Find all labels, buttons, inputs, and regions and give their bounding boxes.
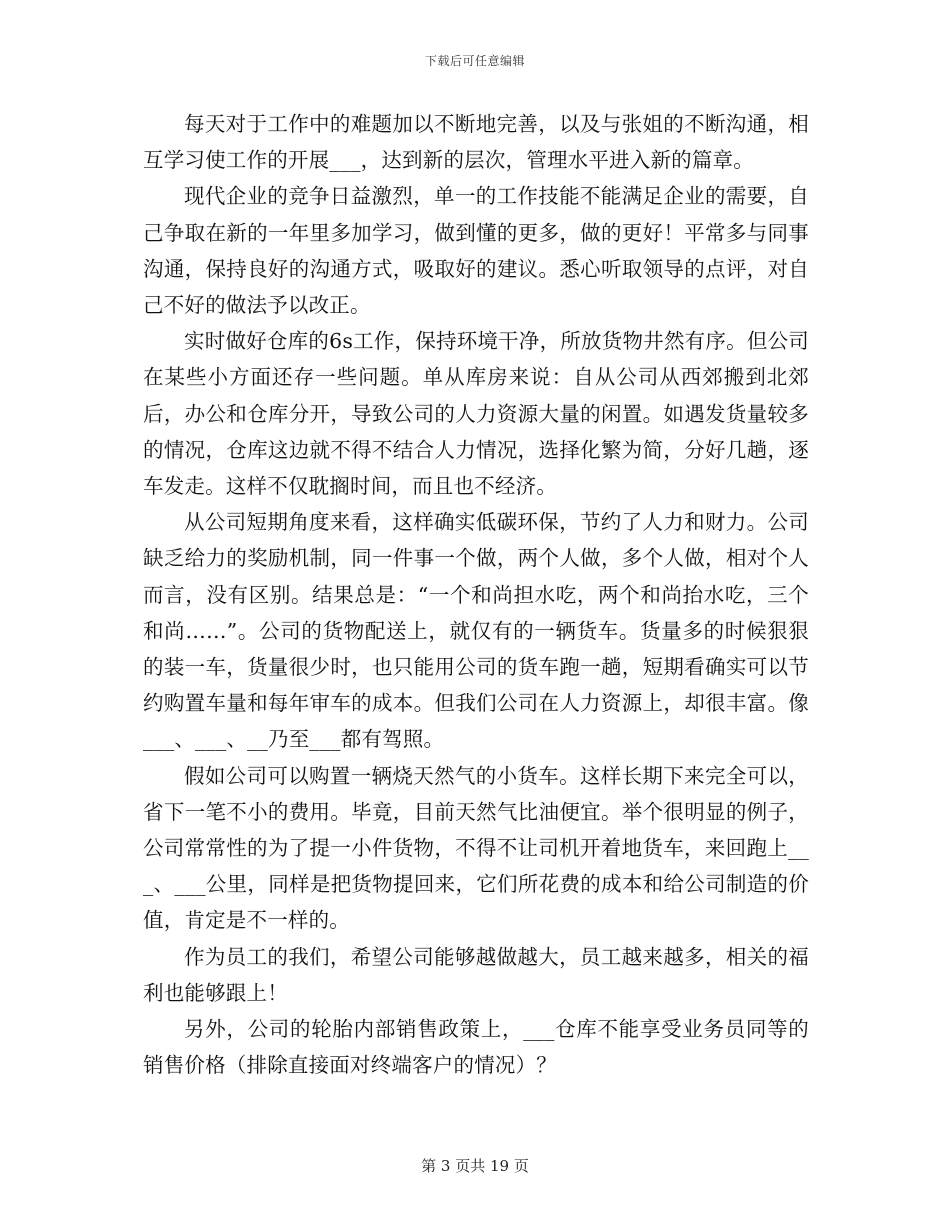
page-number: 第 3 页共 19 页 [421,1157,529,1175]
document-body [143,106,809,1083]
paragraph-1: 每天对于工作中的难题加以不断地完善，以及与张姐的不断沟通，相互学习使工作的开展___，达到新的层次，管理水平进入新的篇章。 [143,112,809,173]
paragraph-5: 假如公司可以购置一辆烧天然气的小货车。这样长期下来完全可以，省下一笔不小的费用。毕竟，目前天然气比油便宜。举个很明显的例子，公司常常性的为了提一小件货物，不得不让司机开着地货车，来回跑上___、___公里，同样是把货物提回来，它们所花费的成本和给公司制造的价值，肯定是不一样的。 [143,763,809,933]
paragraph-2: 现代企业的竞争日益激烈，单一的工作技能不能满足企业的需要，自己争取在新的一年里多加学习，做到懂的更多，做的更好！平常多与同事沟通，保持良好的沟通方式，吸取好的建议。悉心听取领导的点评，对自己不好的做法予以改正。 [143,184,809,318]
page-header: 下载后可任意编辑 [424,54,525,68]
paragraph-6: 作为员工的我们，希望公司能够越做越大，员工越来越多，相关的福利也能够跟上！ [143,944,809,1005]
paragraph-7: 另外，公司的轮胎内部销售政策上，___仓库不能享受业务员同等的销售价格（排除直接面对终端客户的情况）？ [143,1017,809,1078]
paragraph-3: 实时做好仓库的6s工作，保持环境干净，所放货物井然有序。但公司在某些小方面还存一些问题。单从库房来说：自从公司从西郊搬到北郊后，办公和仓库分开，导致公司的人力资源大量的闲置。如遇发货量较多的情况，仓库这边就不得不结合人力情况，选择化繁为简，分好几趟，逐车发走。这样不仅耽搁时间，而且也不经济。 [143,329,809,499]
paragraph-4: 从公司短期角度来看，这样确实低碳环保，节约了人力和财力。公司缺乏给力的奖励机制，同一件事一个做，两个人做，多个人做，相对个人而言，没有区别。结果总是：“一个和尚担水吃，两个和尚抬水吃，三个和尚……”。公司的货物配送上，就仅有的一辆货车。货量多的时候狠狠的装一车，货量很少时，也只能用公司的货车跑一趟，短期看确实可以节约购置车量和每年审车的成本。但我们公司在人力资源上，却很丰富。像___、___、__乃至___都有驾照。 [143,510,809,752]
